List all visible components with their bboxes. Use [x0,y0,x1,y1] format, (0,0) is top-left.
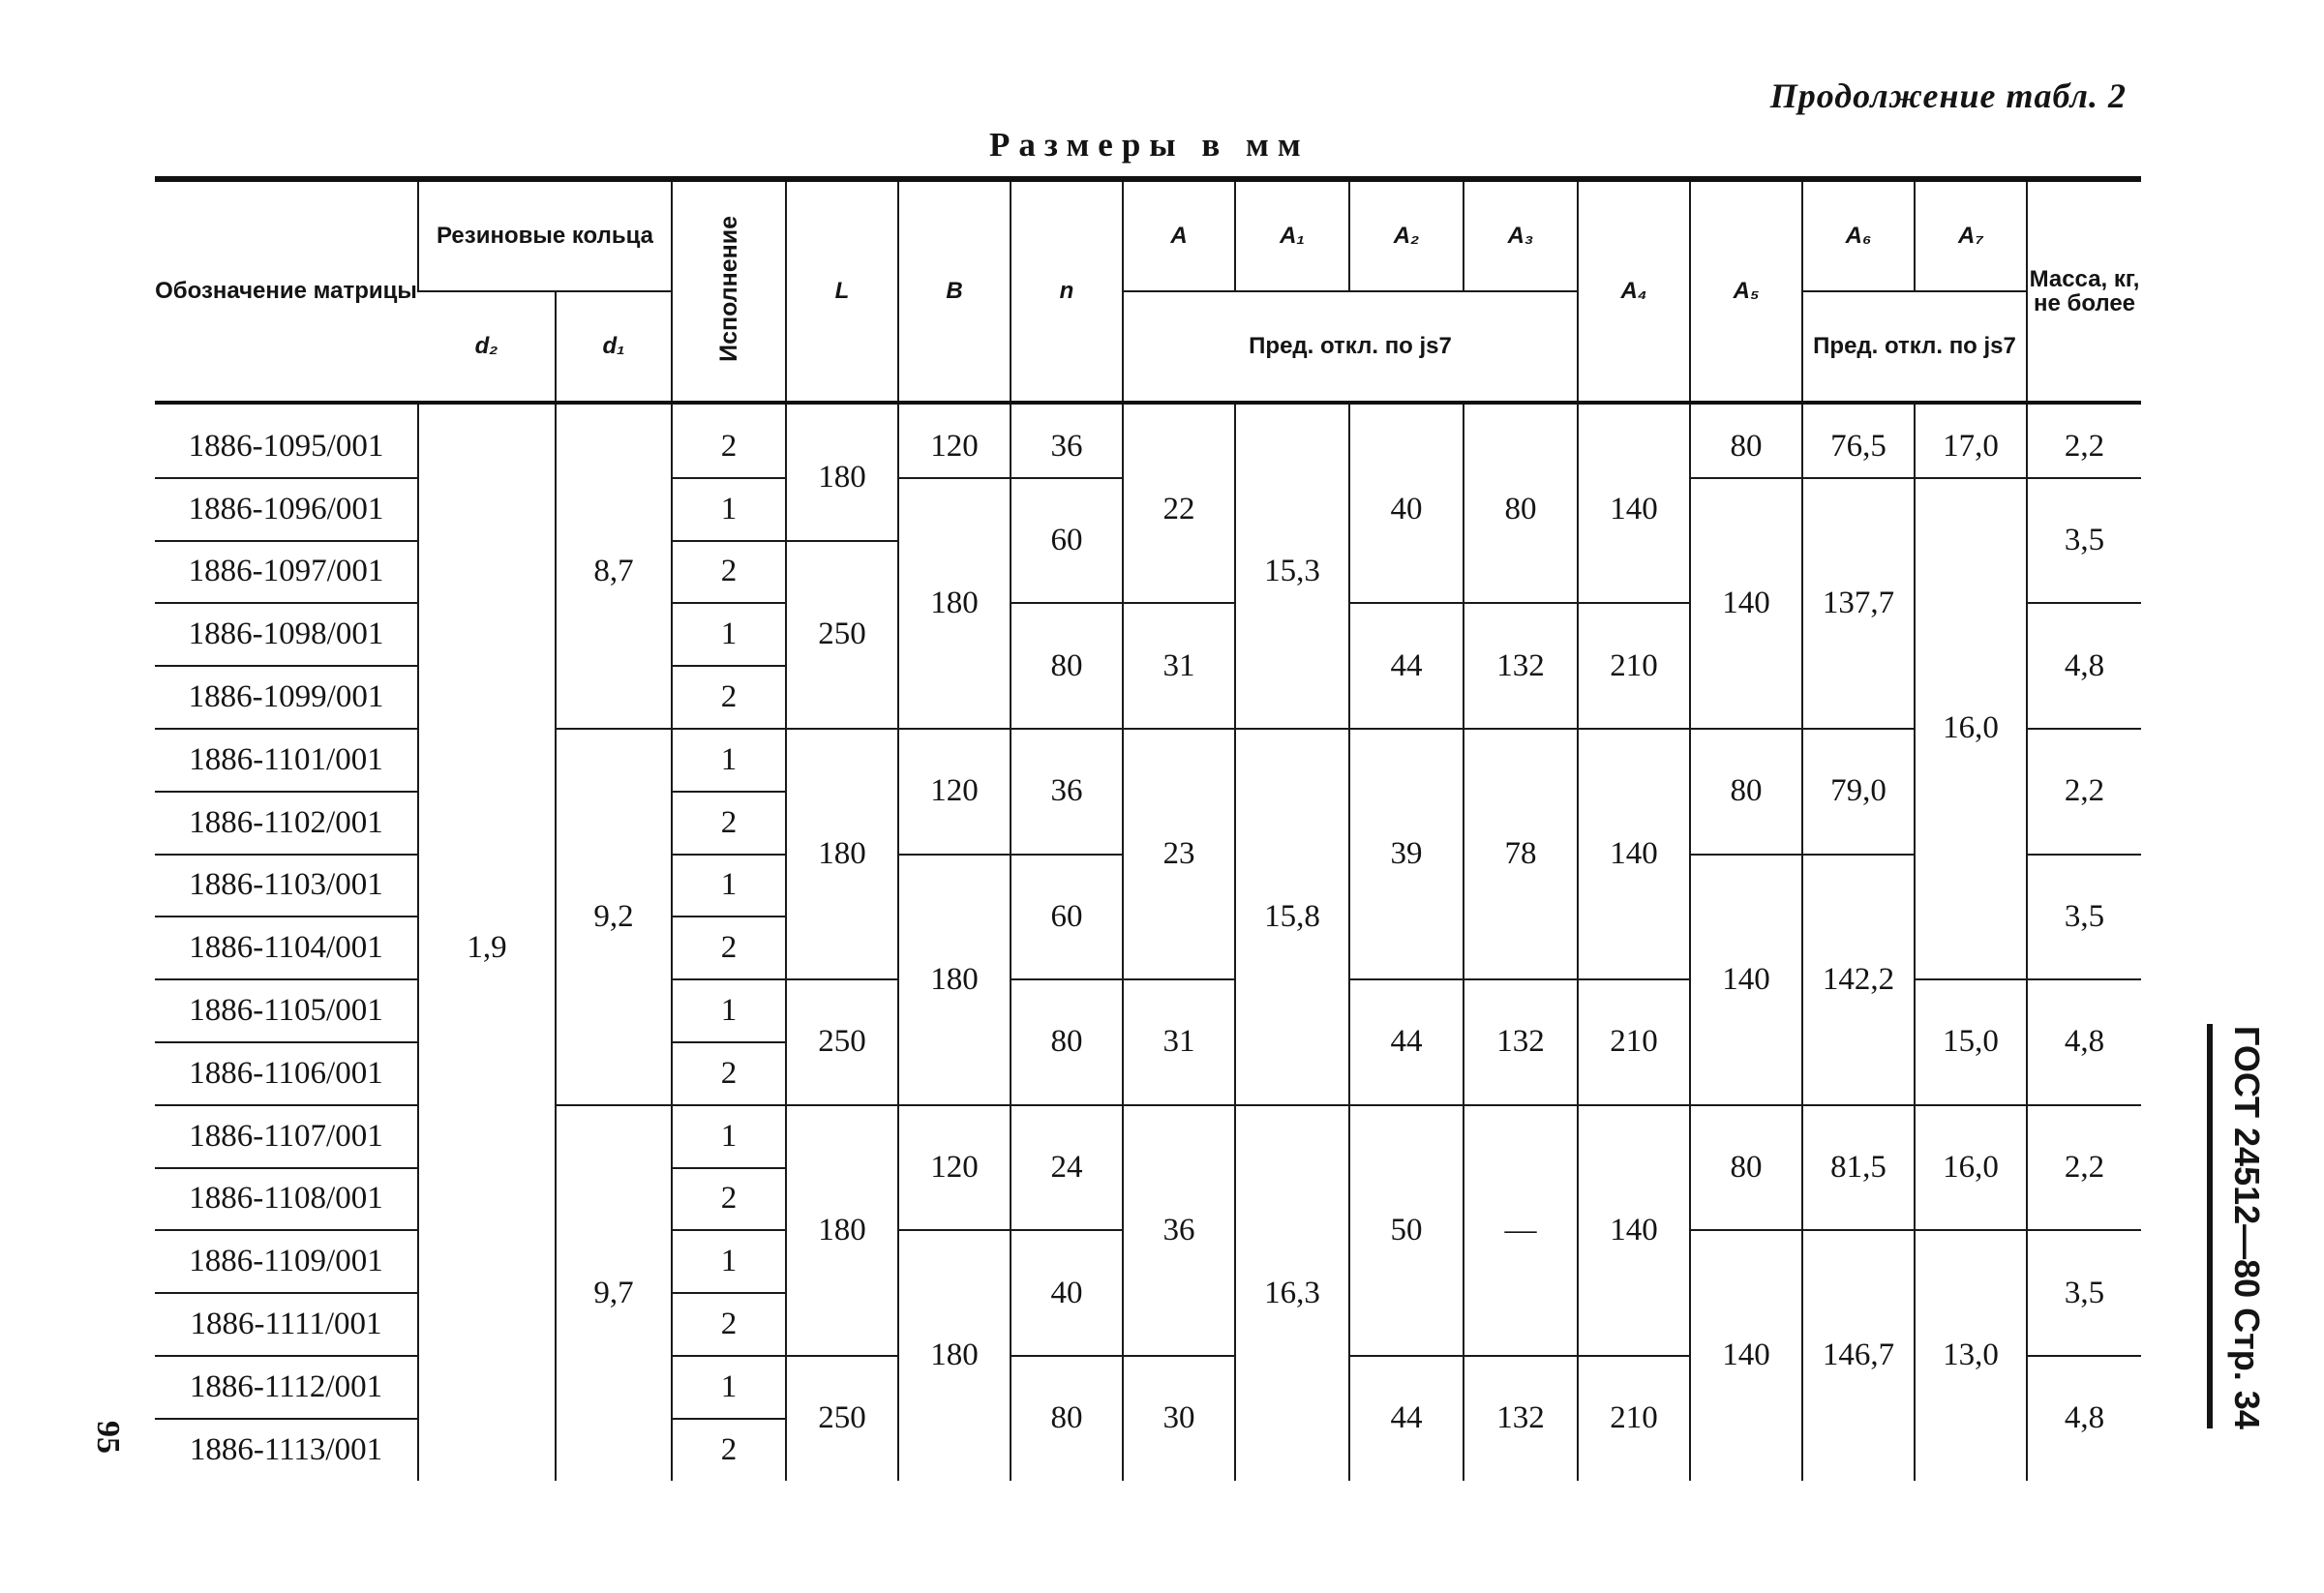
mass-cell: 3,5 [2027,855,2141,980]
header-tolerance-js7-2: Пред. откл. по js7 [1802,291,2027,403]
version-cell: 2 [672,1293,786,1356]
version-cell: 1 [672,729,786,792]
A1-cell: 16,3 [1235,1105,1349,1481]
header-tolerance-js7: Пред. откл. по js7 [1123,291,1578,403]
mass-cell: 2,2 [2027,729,2141,855]
A3-cell: 132 [1464,1356,1578,1481]
header-B: B [898,179,1011,403]
header-rubber-rings: Резиновые кольца [418,179,672,291]
designation-cell: 1886-1106/001 [155,1042,418,1105]
A2-cell: 40 [1349,403,1464,603]
mass-cell: 4,8 [2027,979,2141,1105]
A5-cell: 80 [1690,403,1802,478]
continuation-note: Продолжение табл. 2 [1769,76,2127,115]
d2-cell: 1,9 [418,403,556,1481]
B-cell: 120 [898,403,1011,478]
A6-cell: 79,0 [1802,729,1915,855]
version-cell: 2 [672,1042,786,1105]
mass-cell: 3,5 [2027,478,2141,604]
designation-cell: 1886-1099/001 [155,666,418,729]
mass-cell: 4,8 [2027,1356,2141,1481]
version-cell: 1 [672,1356,786,1419]
A-cell: 31 [1123,979,1235,1105]
L-cell: 250 [786,1356,898,1481]
d1-cell: 9,2 [556,729,672,1105]
A7-cell: 13,0 [1915,1230,2027,1480]
mass-cell: 3,5 [2027,1230,2141,1356]
version-cell: 2 [672,541,786,604]
A-cell: 36 [1123,1105,1235,1356]
A7-cell: 17,0 [1915,403,2027,478]
A1-cell: 15,3 [1235,403,1349,729]
units-caption: Размеры в мм [989,126,1310,164]
version-cell: 1 [672,1230,786,1293]
version-cell: 2 [672,917,786,979]
A-cell: 23 [1123,729,1235,979]
A5-cell: 140 [1690,1230,1802,1480]
n-cell: 60 [1011,478,1123,604]
designation-cell: 1886-1104/001 [155,917,418,979]
header-A5: A₅ [1690,179,1802,403]
A4-cell: 140 [1578,403,1690,603]
dimensions-table [155,176,2141,1481]
A4-cell: 210 [1578,1356,1690,1481]
A-cell: 31 [1123,603,1235,729]
A3-cell: 132 [1464,603,1578,729]
A3-cell: 78 [1464,729,1578,979]
A4-cell: 140 [1578,729,1690,979]
designation-cell: 1886-1112/001 [155,1356,418,1419]
A-cell: 22 [1123,403,1235,603]
A4-cell: 210 [1578,603,1690,729]
A5-cell: 80 [1690,1105,1802,1231]
version-cell: 2 [672,666,786,729]
header-d2: d₂ [418,291,556,403]
A6-cell: 142,2 [1802,855,1915,1105]
mass-cell: 2,2 [2027,1105,2141,1231]
A-cell: 30 [1123,1356,1235,1481]
A5-cell: 140 [1690,855,1802,1105]
header-A2: A₂ [1349,179,1464,291]
header-version: Исполнение [672,179,786,403]
header-d1: d₁ [556,291,672,403]
A4-cell: 210 [1578,979,1690,1105]
n-cell: 80 [1011,603,1123,729]
version-cell: 1 [672,1105,786,1168]
designation-cell: 1886-1103/001 [155,855,418,917]
designation-cell: 1886-1107/001 [155,1105,418,1168]
n-cell: 60 [1011,855,1123,980]
A7-cell: 15,0 [1915,979,2027,1105]
mass-cell: 2,2 [2027,403,2141,478]
d1-cell: 8,7 [556,403,672,729]
A3-cell: — [1464,1105,1578,1356]
header-n: n [1011,179,1123,403]
A2-cell: 39 [1349,729,1464,979]
n-cell: 24 [1011,1105,1123,1231]
B-cell: 120 [898,1105,1011,1231]
designation-cell: 1886-1098/001 [155,603,418,666]
A4-cell: 140 [1578,1105,1690,1356]
header-A7: A₇ [1915,179,2027,291]
n-cell: 80 [1011,979,1123,1105]
n-cell: 40 [1011,1230,1123,1356]
version-cell: 1 [672,855,786,917]
designation-cell: 1886-1111/001 [155,1293,418,1356]
L-cell: 180 [786,403,898,541]
mass-cell: 4,8 [2027,603,2141,729]
designation-cell: 1886-1095/001 [155,403,418,478]
A6-cell: 146,7 [1802,1230,1915,1480]
designation-cell: 1886-1109/001 [155,1230,418,1293]
designation-cell: 1886-1101/001 [155,729,418,792]
header-L: L [786,179,898,403]
A7-cell: 16,0 [1915,478,2027,979]
B-cell: 180 [898,1230,1011,1480]
designation-cell: 1886-1096/001 [155,478,418,541]
version-cell: 2 [672,403,786,478]
L-cell: 250 [786,541,898,729]
header-designation: Обозначение матрицы [155,179,418,403]
designation-cell: 1886-1108/001 [155,1168,418,1231]
A6-cell: 76,5 [1802,403,1915,478]
header-A: A [1123,179,1235,291]
header-A1: A₁ [1235,179,1349,291]
A3-cell: 132 [1464,979,1578,1105]
n-cell: 80 [1011,1356,1123,1481]
L-cell: 180 [786,1105,898,1356]
page-number: 95 [90,1421,126,1454]
designation-cell: 1886-1105/001 [155,979,418,1042]
designation-cell: 1886-1113/001 [189,1431,383,1467]
header-mass: Масса, кг, не более [2027,179,2141,403]
designation-cell: 1886-1102/001 [155,792,418,855]
header-A6: A₆ [1802,179,1915,291]
designation-cell: 1886-1097/001 [155,541,418,604]
B-cell: 180 [898,478,1011,729]
version-cell: 2 [672,1168,786,1231]
A1-cell: 15,8 [1235,729,1349,1105]
A2-cell: 44 [1349,603,1464,729]
A3-cell: 80 [1464,403,1578,603]
A2-cell: 44 [1349,1356,1464,1481]
A2-cell: 44 [1349,979,1464,1105]
A2-cell: 50 [1349,1105,1464,1356]
n-cell: 36 [1011,403,1123,478]
A6-cell: 137,7 [1802,478,1915,729]
B-cell: 120 [898,729,1011,855]
A5-cell: 80 [1690,729,1802,855]
standard-label: ГОСТ 24512—80 Стр. 34 [2227,1026,2267,1429]
version-cell: 2 [672,792,786,855]
version-cell: 1 [672,478,786,541]
version-cell: 2 [672,1419,786,1481]
side-rule [2207,1024,2213,1428]
header-A3: A₃ [1464,179,1578,291]
d1-cell: 9,7 [556,1105,672,1481]
A7-cell: 16,0 [1915,1105,2027,1231]
version-cell: 1 [672,603,786,666]
n-cell: 36 [1011,729,1123,855]
header-A4: A₄ [1578,179,1690,403]
L-cell: 180 [786,729,898,979]
L-cell: 250 [786,979,898,1105]
A6-cell: 81,5 [1802,1105,1915,1231]
B-cell: 180 [898,855,1011,1105]
A5-cell: 140 [1690,478,1802,729]
version-cell: 1 [672,979,786,1042]
